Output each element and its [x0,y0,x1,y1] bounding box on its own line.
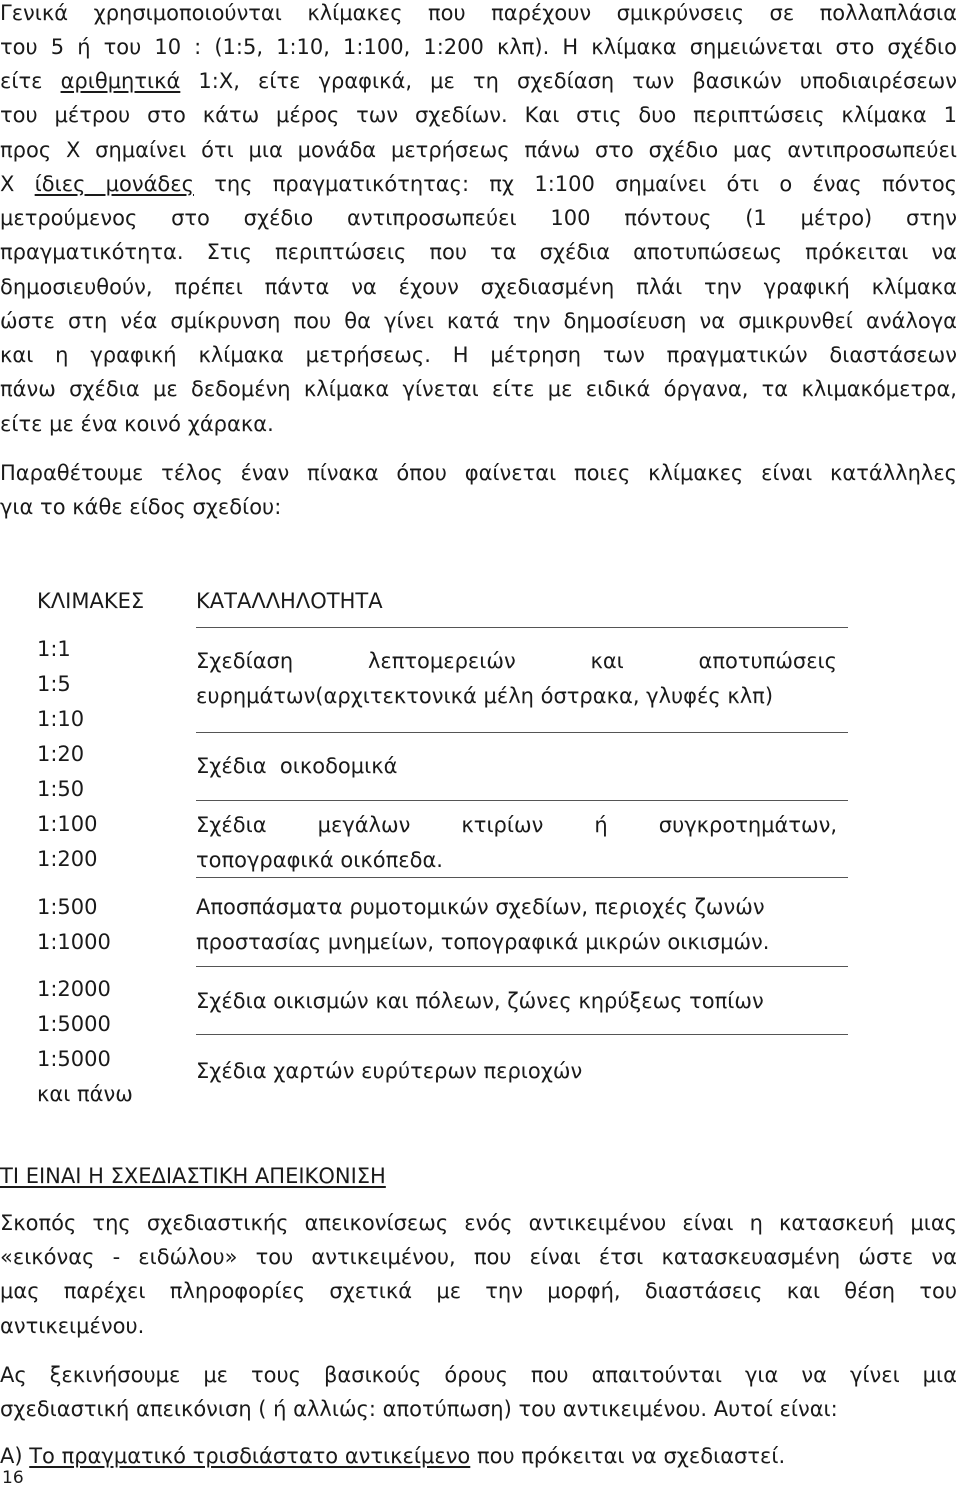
scale-label: και πάνω [37,1082,133,1106]
text-line: είτε με ένα κοινό χάρακα. [0,412,274,436]
text-line: ώστε στη νέα σμίκρυνση που θα γίνει κατά την δημοσίευση να σμικρυνθεί ανάλογα [0,309,957,333]
text-line: αντικειμένου. [0,1314,145,1338]
page-number: 16 [2,1468,24,1488]
text-line: σχεδιαστική απεικόνιση ( ή αλλιώς: αποτύπωση) του αντικειμένου. Αυτοί είναι: [0,1397,838,1421]
scale-label: 1:20 [37,742,85,766]
text-line: είτε αριθμητικά 1:Χ, είτε γραφικά, με τη σχεδίαση των βασικών υποδιαιρέσεων [0,69,957,93]
divider [196,1034,848,1035]
scale-label: 1:1000 [37,930,111,954]
suitability-description: Αποσπάσματα ρυμοτομικών σχεδίων, περιοχές ζωνών προστασίας μνημείων, τοπογραφικά μικρών οικισμών. [196,895,770,954]
divider [196,877,848,878]
text-line: «εικόνας - ειδώλου» του αντικειμένου, που είναι έτσι κατασκευασμένη ώστε να [0,1245,957,1269]
scale-label: 1:2000 [37,977,111,1001]
suitability-description: Σχέδια χαρτών ευρύτερων περιοχών [196,1059,583,1083]
text-line: δημοσιευθούν, πρέπει πάντα να έχουν σχεδιασμένη πλάι την γραφική κλίμακα [0,275,957,299]
text-line: πραγματικότητα. Στις περιπτώσεις που τα σχέδια αποτυπώσεως πρόκειται να [0,240,957,264]
text-line: Παραθέτουμε τέλος έναν πίνακα όπου φαίνεται ποιες κλίμακες είναι κατάλληλες [0,461,957,485]
scale-label: 1:200 [37,847,98,871]
column-header-scales: ΚΛΙΜΑΚΕΣ [37,589,145,613]
list-item: Α) Το πραγματικό τρισδιάστατο αντικείμενο που πρόκειται να σχεδιαστεί. [0,1444,786,1468]
suitability-description: Σχεδίαση λεπτομερειών και αποτυπώσεις ευρημάτων(αρχιτεκτονικά μέλη όστρακα, γλυφές κλπ) [196,649,837,708]
suitability-description: Σχέδια μεγάλων κτιρίων ή συγκροτημάτων, τοπογραφικά οικόπεδα. [196,813,837,872]
text-line: πάνω σχέδια με δεδομένη κλίμακα γίνεται είτε με ειδικά όργανα, τα κλιμακόμετρα, [0,377,957,401]
underlined-term: αριθμητικά [60,69,181,93]
suitability-description: Σχέδια οικισμών και πόλεων, ζώνες κηρύξεως τοπίων [196,989,764,1013]
text-line: και η γραφική κλίμακα μετρήσεως. Η μέτρηση των πραγματικών διαστάσεων [0,343,957,367]
text-line: του 5 ή του 10 : (1:5, 1:10, 1:100, 1:200 κλπ). Η κλίμακα σημειώνεται στο σχέδιο [0,35,957,59]
suitability-description: Σχέδια οικοδομικά [196,754,398,778]
text-line: Χ ίδιες μονάδες της πραγματικότητας: πχ 1:100 σημαίνει ότι ο ένας πόντος [0,172,958,196]
divider [196,627,848,628]
text-line: προς Χ σημαίνει ότι μια μονάδα μετρήσεως πάνω στο σχέδιο μας αντιπροσωπεύει [0,138,957,162]
underlined-term: Το πραγματικό τρισδιάστατο αντικείμενο [29,1444,471,1468]
scale-label: 1:5000 [37,1047,111,1071]
scale-label: 1:500 [37,895,98,919]
column-header-suitability: ΚΑΤΑΛΛΗΛΟΤΗΤΑ [196,589,383,613]
section-heading: ΤΙ ΕΙΝΑΙ Η ΣΧΕΔΙΑΣΤΙΚΗ ΑΠΕΙΚΟΝΙΣΗ [0,1164,386,1188]
scale-label: 1:5000 [37,1012,111,1036]
text-line: για το κάθε είδος σχεδίου: [0,495,282,519]
divider [196,800,848,801]
text-line: του μέτρου στο κάτω μέρος των σχεδίων. Και στις δυο περιπτώσεις κλίμακα 1 [0,103,957,127]
text-line: μας παρέχει πληροφορίες σχετικά με την μορφή, διαστάσεις και θέση του [0,1279,957,1303]
text-line: Ας ξεκινήσουμε με τους βασικούς όρους που απαιτούνται για να γίνει μια [0,1363,957,1387]
text-line: μετρούμενος στο σχέδιο αντιπροσωπεύει 100 πόντους (1 μέτρο) στην [0,206,957,230]
scale-label: 1:5 [37,672,71,696]
scale-label: 1:100 [37,812,98,836]
underlined-term: ίδιες μονάδες [34,172,194,196]
scale-label: 1:1 [37,637,71,661]
text-line: Γενικά χρησιμοποιούνται κλίμακες που παρέχουν σμικρύνσεις σε πολλαπλάσια [0,1,957,25]
divider [196,732,848,733]
scale-label: 1:50 [37,777,85,801]
divider [196,966,848,967]
text-line: Σκοπός της σχεδιαστικής απεικονίσεως ενός αντικειμένου είναι η κατασκευή μιας [0,1211,957,1235]
scale-label: 1:10 [37,707,85,731]
